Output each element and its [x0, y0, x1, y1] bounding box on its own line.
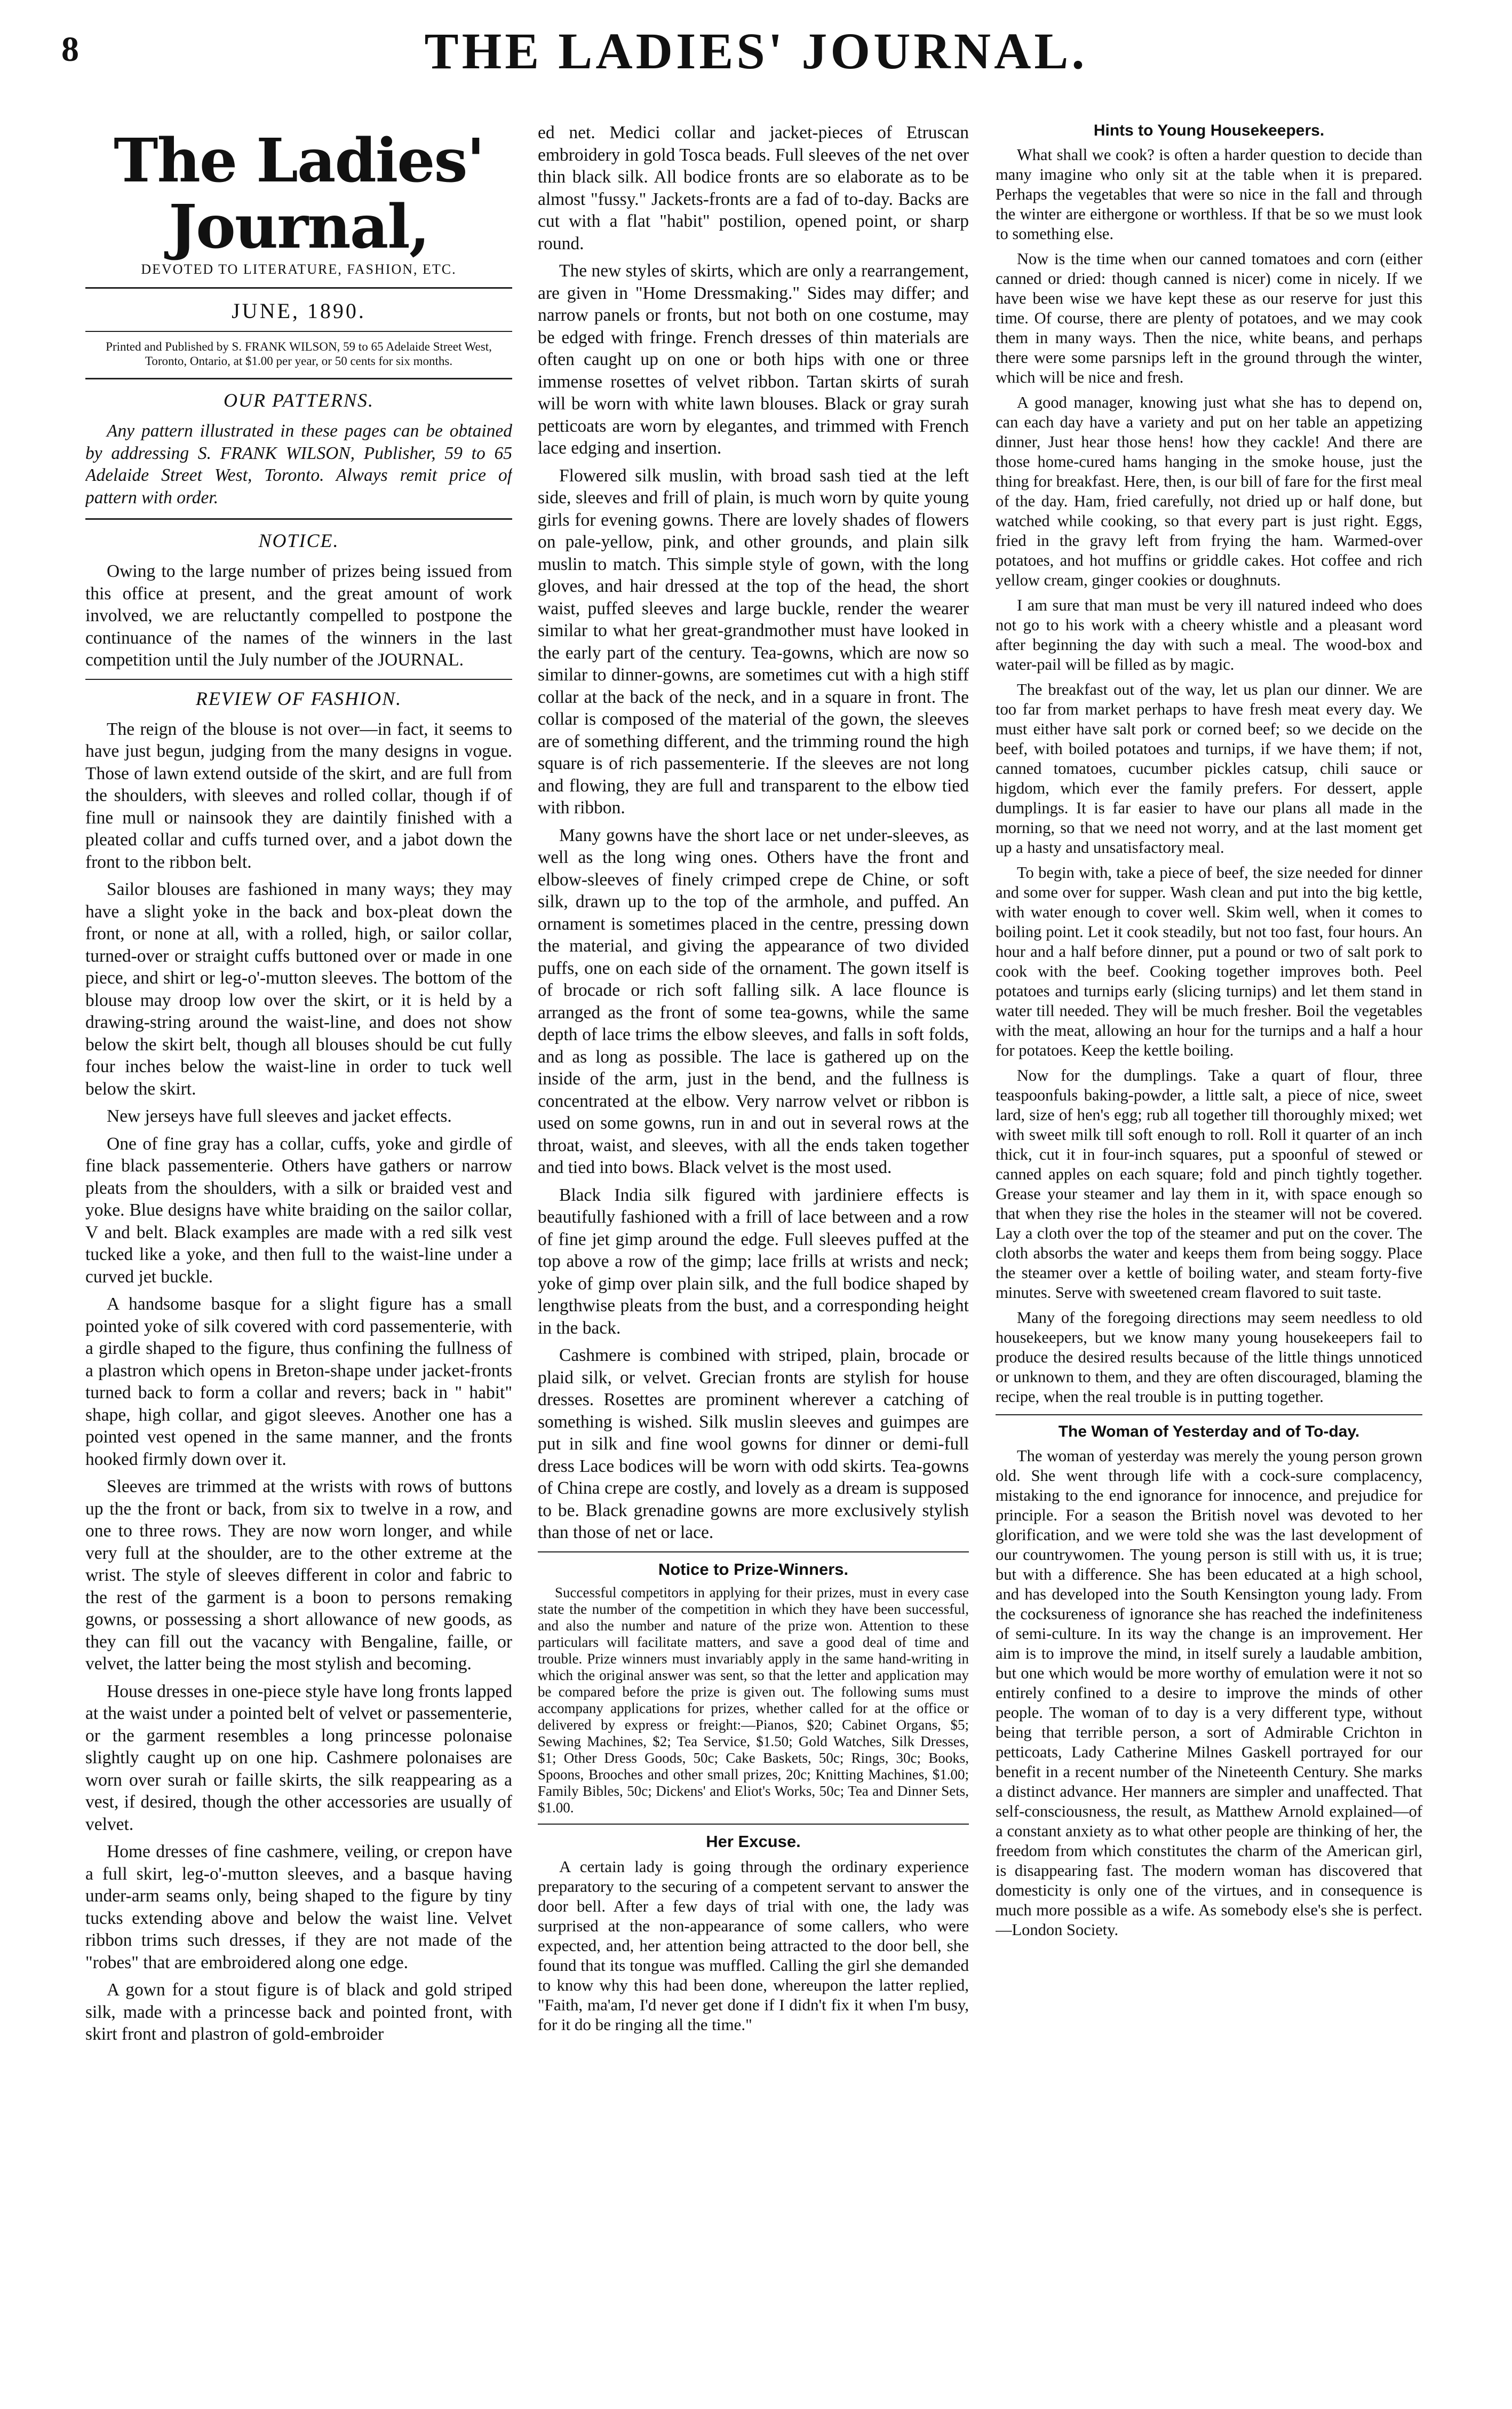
woman-heading: The Woman of Yesterday and of To-day. — [1058, 1423, 1360, 1440]
divider — [85, 378, 512, 379]
woman-text: The woman of yesterday was merely the young person grown old. She went through life with a cock-sure complacency, mistaking to the end ignorance for innocence, and prejudice for principle. For a season the British novel was devoted to her glorification, and we were told she was the last development of our countrywomen. The young person is still with us, it is true; but with a difference. She has been educated at a high school, and has developed into the South Kensington young lady. From the cocksureness of ignorance she has reached the indefiniteness of semi-culture. In its way the change is an improvement. Her aim is to improve the mind, in itself surely a laudable ambition, but one which would be more worthy of emulation were it not so entirely confined to a desire to improve the minds of other people. The woman of to day is a very different type, without being that terrible person, a sort of Admirable Crichton in petticoats, Lady Catherine Milnes Gaskell portrayed for our benefit in a recent number of the Nineteenth Century. She marks a distinct advance. Her manners are simpler and unaffected. That self-consciousness, the result, as Matthew Arnold explained—of a constant anxiety as to what other people are thinking of her, the freedom from which constitutes the charm of the American girl, is disappearing fast. The modern woman has discovered that domesticity is only one of the virtues, and in consequence is much more possible as a wife. As somebody else's she is perfect.—London Society. — [996, 1447, 1422, 1939]
review-paragraph: ed net. Medici collar and jacket-pieces of Etruscan embroidery in gold Tosca beads. Full sleeves of the net over thin black silk. All bodice fronts are so elaborate as to be almost "fussy." Jackets-fronts are a fad of to-day. Backs are cut with a flat "habit" postilion, opened point, or sharp round. — [538, 123, 969, 253]
review-paragraph: House dresses in one-piece style have long fronts lapped at the waist under a pointed belt of velvet or passementerie, or the garment resembles a long princesse polonaise slightly caught up on one hip. Cashmere polonaises are worn over surah or faille skirts, the silk reappearing as a vest, if desired, though the other accessories are usually of velvet. — [85, 1681, 512, 1834]
review-paragraph: Flowered silk muslin, with broad sash tied at the left side, sleeves and frill of plain, is much worn by quite young girls for evening gowns. There are lovely shades of flowers on pale-yellow, pink, and other grounds, and plain silk muslin to match. This simple style of gown, with the long gloves, and hair dressed at the top of the head, the short waist, puffed sleeves and large buckle, render the wearer similar to what her great-grandmother must have looked in the early part of the century. Tea-gowns, which are now so similar to dinner-gowns, are sometimes cut with a high stiff collar at the back of the neck, and in a square in front. The collar is composed of the material of the gown, the sleeves are of something different, and the trimming round the high square is of rich passementerie. If the sleeves are not long and flowing, they are full and transparent to the elbow tied with ribbon. — [538, 465, 969, 818]
notice-heading: NOTICE. — [258, 530, 339, 551]
review-paragraph: Black India silk figured with jardiniere effects is beautifully fashioned with a frill of lace between and a row of fine jet gimp around the edge. Full sleeves puffed at the top above a row of the gimp; lace frills at wrists and neck; yoke of gimp over plain silk, and the full bodice shaped by lengthwise pleats from the bust, and a corresponding height in the back. — [538, 1185, 969, 1338]
column-2 — [538, 122, 969, 2350]
review-paragraph: New jerseys have full sleeves and jacket effects. — [107, 1106, 452, 1126]
divider — [85, 518, 512, 520]
hints-paragraph: Now for the dumplings. Take a quart of flour, three teaspoonfuls baking-powder, a little salt, a piece of nice, sweet lard, size of hen's egg; rub all together till thoroughly mixed; wet with sweet milk till soft enough to roll. Roll it quarter of an inch thick, cut it in four-inch squares, put a spoonful of stewed or canned apples on each square; fold and pinch tightly together. Grease your steamer and lay them in it, with space enough so that when they rise the holes in the steamer will not be covered. Lay a cloth over the top of the steamer and put on the cover. The cloth absorbs the water and keeps them from being soggy. Place the steamer over a kettle of boiling water, and steam forty-five minutes. Serve with sweetened cream flavored to suit taste. — [996, 1066, 1422, 1302]
her-excuse-section — [538, 1832, 969, 2034]
divider — [85, 679, 512, 680]
her-excuse-heading: Her Excuse. — [706, 1832, 801, 1851]
review-paragraph: Cashmere is combined with striped, plain, brocade or plaid silk, or velvet. Grecian fronts are stylish for house dresses. Rosettes are prominent wherever a catching of something is wished. Silk muslin sleeves and guimpes are put in silk and fine wool gowns for dinner or demi-full dress Lace bodices will be worn with odd skirts. Tea-gowns of China crepe are costly, and lovely as a dream is supposed to be. Black grenadine gowns are more exclusively stylish than those of net or lace. — [538, 1345, 969, 1542]
hints-paragraph: What shall we cook? is often a harder question to decide than many imagine who only sit at the table when it is prepared. Perhaps the vegetables that were so nice in the fall and through the winter are eithergone or worthless. If that be so we must look to something else. — [996, 146, 1422, 243]
divider — [85, 287, 512, 289]
review-heading: REVIEW OF FASHION. — [195, 687, 402, 709]
column-3 — [996, 122, 1422, 2350]
review-paragraph: A gown for a stout figure is of black and gold striped silk, made with a princesse back and pointed front, with skirt front and plastron of gold-embroider — [85, 1980, 512, 2044]
publisher-line: Printed and Published by S. FRANK WILSON, 59 to 65 Adelaide Street West, Toronto, Ontario, at $1.00 per year, or 50 cents for six months. — [106, 340, 492, 368]
hints-paragraph: Many of the foregoing directions may seem needless to old housekeepers, but we know many young housekeepers fail to produce the desired results because of the little things unnoticed or unknown to them, and they are often discouraged, blaming the recipe, when the real trouble is in putting together. — [996, 1309, 1422, 1406]
masthead-tagline: DEVOTED TO LITERATURE, FASHION, ETC. — [141, 261, 457, 277]
review-paragraph: The reign of the blouse is not over—in fact, it seems to have just begun, judging from the many designs in vogue. Those of lawn extend outside of the skirt, and are full from the shoulders, with sleeves and rolled collar, though if of fine mull or nainsook they are daintily finished with a pleated collar and cuffs turned over, and a jabot down the front to the ribbon belt. — [85, 719, 512, 872]
hints-paragraph: I am sure that man must be very ill natured indeed who does not go to his work with a cheery whistle and a pleasant word after beginning the day with such a meal. The wood-box and water-pail will be filled as by magic. — [996, 596, 1422, 673]
running-title: THE LADIES' JOURNAL. — [424, 22, 1088, 80]
review-paragraph: Home dresses of fine cashmere, veiling, or crepon have a full skirt, leg-o'-mutton sleeves, and a basque having under-arm seams only, being shaped to the figure by tiny tucks extending above and below the waist line. Velvet ribbon trims such dresses, if they are not made of the "robes" that are embroidered along one edge. — [85, 1842, 512, 1972]
review-paragraph: One of fine gray has a collar, cuffs, yoke and girdle of fine black passementerie. Others have gathers or narrow pleats from the shoulders, with a silk or braided vest and yoke. Blue designs have white braiding on the sailor collar, V and belt. Black examples are made with a red silk vest tucked like a yoke, and then full to the waist-line under a curved jet buckle. — [85, 1134, 512, 1287]
divider — [996, 1414, 1422, 1415]
review-paragraph: Sailor blouses are fashioned in many ways; they may have a slight yoke in the back and box-pleat down the front, or none at all, with a rolled, high, or sailor collar, turned-over or straight cuffs buttoned over or made in one piece, and shirt or leg-o'-mutton sleeves. The bottom of the blouse may droop low over the skirt, or it is held by a drawing-string around the waist-line, and does not show below the skirt belt, though all blouses should be cut fully four inches below the waist-line in order to tuck well below the skirt. — [85, 879, 512, 1099]
her-excuse-text: A certain lady is going through the ordinary experience preparatory to the securing of a competent servant to answer the door bell. After a few days of trial with one, the lady was surprised at the non-appearance of some callers, who were expected, and, her attention being attracted to the door bell, she found that its tongue was muffled. Calling the girl she demanded to know why this had been done, whereupon the latter replied, "Faith, ma'am, I'd never get done if I didn't fix it when I'm busy, for it do be ringing all the time." — [538, 1857, 969, 2034]
masthead-title: The Ladies' Journal, — [114, 126, 484, 262]
hints-paragraph: The breakfast out of the way, let us plan our dinner. We are too far from market perhaps to have fresh meat every day. We must either have salt pork or corned beef; so we decide on the beef, with boiled potatoes and turnips, if we have them; if not, canned tomatoes, cucumber pickles catsup, chili sauce or higdom, which ever the family prefers. For dessert, apple dumplings. It is far easier to have our plans all made in the morning, so that we need not worry, and at the last moment get up a hasty and unsatisfactory meal. — [996, 680, 1422, 857]
review-paragraph: Many gowns have the short lace or net under-sleeves, as well as the long wing ones. Others have the front and elbow-sleeves of finely crimped crepe de Chine, or soft silk, drawn up to the top of the armhole, and puffed. An ornament is sometimes placed in the centre, pressing down the material, and giving the appearance of two divided puffs, one on each side of the ornament. The gown itself is of brocade or rich soft falling silk. A lace flounce is arranged as the front of some tea-gowns, while the same depth of lace trims the elbow sleeves, and falls in soft folds, and as long as possible. The lace is gathered up on the inside of the arm, just in the bend, and the fullness is concentrated at the elbow. Very narrow velvet or ribbon is used on some gowns, run in and out in several rows at the throat, waist, and sleeves, with all the ends taken together and tied into bows. Black velvet is the most used. — [538, 825, 969, 1177]
hints-paragraph: To begin with, take a piece of beef, the size needed for dinner and some over for supper. Wash clean and put into the big kettle, with water enough to cover well. Skim well, when it comes to boiling point. Let it cook steadily, but not too fast, four hours. An hour and a half before dinner, put a pound or two of salt pork to cook with the beef. Cooking together improves both. Peel potatoes and turnips early (slicing turnips) and let them stand in water till needed. They will be much fresher. Boil the vegetables with the meat, allowing an hour for the turnips and a half a hour for potatoes. Keep the kettle boiling. — [996, 863, 1422, 1059]
hints-paragraph: Now is the time when our canned tomatoes and corn (either canned or dried: though canned is nicer) come in nicely. If we have been wise we have kept these as our reserve for just this time. Of course, there are plenty of potatoes, and we may cook them in many ways. Then the nice, white beans, and perhaps there were some parsnips left in the ground through the winter, which will be nice and fresh. — [996, 250, 1422, 386]
divider — [538, 1551, 969, 1552]
hints-paragraph: A good manager, knowing just what she has to depend on, can each day have a variety and put on her table an appetizing dinner, Just hear those hens! how they cackle! And there are those home-cured hams hanging in the smoke house, just the thing for breakfast. Here, then, is our bill of fare for the first meal of the day. Ham, fried carefully, not dried up or half done, but watched while cooking, so that every part is just right. Eggs, fried in the gravy left from frying the ham. Warmed-over potatoes, and hot muffins or griddle cakes. Hot coffee and rich yellow cream, ginger cookies or doughnuts. — [996, 393, 1422, 589]
patterns-text: Any pattern illustrated in these pages can be obtained by addressing S. FRANK WILSON, Publisher, 59 to 65 Adelaide Street West, Toronto. Always remit price of pattern with order. — [85, 421, 512, 508]
prize-notice-heading: Notice to Prize-Winners. — [658, 1559, 849, 1579]
review-paragraph: The new styles of skirts, which are only a rearrangement, are given in "Home Dressmaking." Sides may differ; and narrow panels or fronts, but not both on one costume, may be edged with fringe. French dresses of thin materials are often caught up on one or both hips with one or three immense rosettes of velvet ribbon. Tartan skirts of surah will be worn with white lawn blouses. Black or gray surah petticoats are worn by elegantes, and trimmed with French lace edging and insertion. — [538, 261, 969, 458]
page-number: 8 — [61, 30, 79, 69]
column-1 — [85, 122, 512, 2350]
issue-date: JUNE, 1890. — [232, 299, 366, 323]
review-paragraph: Sleeves are trimmed at the wrists with rows of buttons up the the front or back, from six to twelve in a row, and one to three rows. They are now worn longer, and while very full at the shoulder, are to the other extreme at the wrist. The style of sleeves different in color and fabric to the rest of the garment is a boon to persons remaking gowns, or possessing a short allowance of new goods, as they can fill out the vacancy with Bengaline, faille, or velvet, the latter being the most stylish and becoming. — [85, 1477, 512, 1674]
notice-text: Owing to the large number of prizes being issued from this office at present, and the great amount of work involved, we are reluctantly compelled to postpone the continuance of the names of the winners in the last competition until the July number of the JOURNAL. — [85, 561, 512, 670]
hints-heading: Hints to Young Housekeepers. — [1093, 122, 1325, 139]
patterns-heading: OUR PATTERNS. — [223, 390, 375, 411]
divider — [538, 1824, 969, 1825]
divider — [85, 331, 512, 332]
review-paragraph: A handsome basque for a slight figure has a small pointed yoke of silk covered with cord passementerie, with a girdle shaped to the figure, thus confining the fullness of a plastron which opens in Breton-shape under jacket-fronts turned back to form a collar and revers; back in " habit" shape, high collar, and gigot sleeves. Another one has a pointed vest opened in the same manner, and the fronts hooked firmly down over it. — [85, 1294, 512, 1469]
prize-notice-text: Successful competitors in applying for their prizes, must in every case state the number of the competition in which they have been successful, and also the number and nature of the prize won. Attention to these particulars will facilitate matters, and save a good deal of time and trouble. Prize winners must invariably apply in the same hand-writing in which the original answer was sent, so that the letter and application may be compared before the prize is given out. The following sums must accompany applications for prizes, whether called for at the office or delivered by express or freight:—Pianos, $20; Cabinet Organs, $5; Sewing Machines, $2; Tea Service, $1.50; Gold Watches, Silk Dresses, $1; Other Dress Goods, 50c; Cake Baskets, 50c; Rings, 30c; Books, Spoons, Brooches and other small prizes, 20c; Knitting Machines, $1.00; Family Bibles, 50c; Dickens' and Eliot's Works, 50c; Tea and Dinner Sets, $1.00. — [538, 1584, 969, 1816]
